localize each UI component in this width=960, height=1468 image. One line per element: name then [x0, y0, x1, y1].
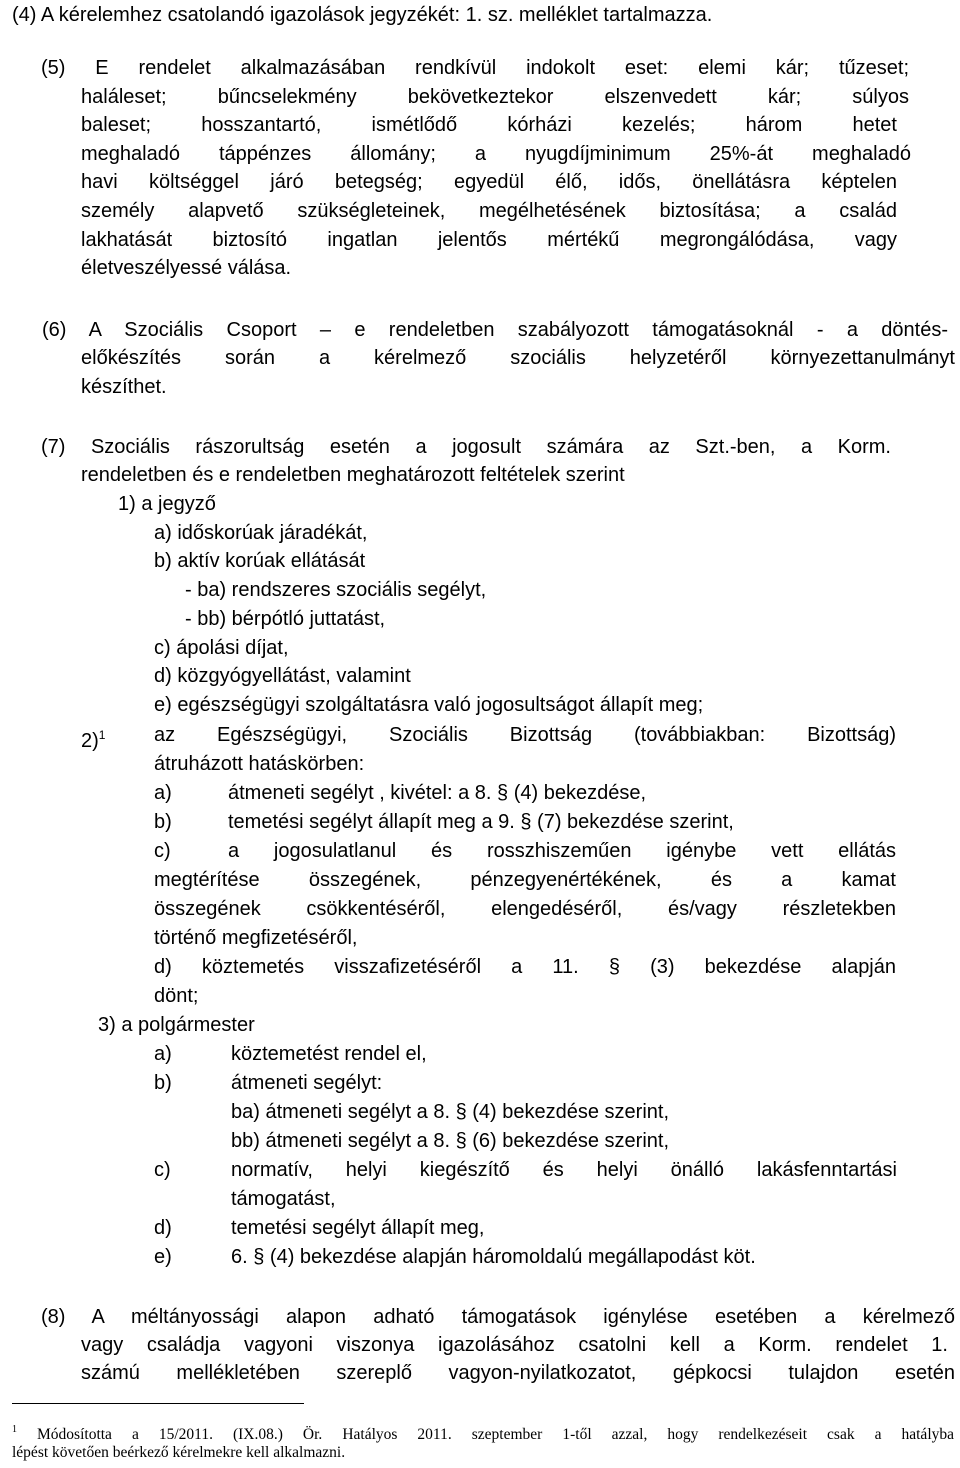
- list-item-label: e): [154, 1246, 172, 1268]
- list-item: temetési segélyt állapít meg,: [231, 1217, 485, 1239]
- footnote-line: lépést követően beérkező kérelmekre kell alkalmazni.: [12, 1444, 346, 1461]
- list-heading: 1) a jegyző: [118, 493, 216, 515]
- paragraph-6-line: (6) A Szociális Csoport – e rendeletben szabályozott támogatásoknál - a döntés-: [42, 319, 948, 341]
- paragraph-6-line: készíthet.: [81, 376, 167, 398]
- footnote-text: Módosította a 15/2011. (IX.08.) Ör. Hatályos 2011. szeptember 1-től azzal, hogy rendelkezéseit csak a hatályba: [17, 1426, 954, 1443]
- paragraph-5-line: baleset; hosszantartó, ismétlődő kórházi kezelés; három hetet: [81, 114, 897, 136]
- paragraph-4: (4) A kérelemhez csatolandó igazolások jegyzékét: 1. sz. melléklet tartalmazza.: [12, 4, 713, 26]
- list-item: - ba) rendszeres szociális segélyt,: [185, 579, 487, 601]
- paragraph-5-line: életveszélyessé válása.: [81, 257, 292, 279]
- list-item: e) egészségügyi szolgáltatásra való jogosultságot állapít meg;: [154, 694, 704, 716]
- paragraph-5-line: havi költséggel járó betegség; egyedül élő, idős, önellátásra képtelen: [81, 171, 897, 193]
- list-item-label: d): [154, 1217, 172, 1239]
- list-item-label: a): [154, 782, 172, 804]
- paragraph-5-line: személy alapvető szükségleteinek, megélhetésének biztosítása; a család: [81, 200, 897, 222]
- list-item-label: b): [154, 1072, 172, 1094]
- list-item: átmeneti segélyt:: [231, 1072, 383, 1094]
- list-item: átmeneti segélyt , kivétel: a 8. § (4) bekezdése,: [228, 782, 646, 804]
- list-item-label: c): [154, 1159, 171, 1181]
- footnote-reference: 1: [98, 728, 106, 742]
- list-number-label: 2): [81, 730, 99, 752]
- list-item: bb) átmeneti segélyt a 8. § (6) bekezdése szerint,: [231, 1130, 670, 1152]
- list-item: dönt;: [154, 985, 199, 1007]
- list-item: megtérítése összegének, pénzegyenértékének, és a kamat: [154, 869, 896, 891]
- list-item: ba) átmeneti segélyt a 8. § (4) bekezdése szerint,: [231, 1101, 670, 1123]
- paragraph-8-line: (8) A méltányossági alapon adható támogatások igénylése esetében a kérelmező: [41, 1306, 955, 1328]
- paragraph-6-line: előkészítés során a kérelmező szociális helyzetéről környezettanulmányt: [81, 347, 955, 369]
- list-item: - bb) bérpótló juttatást,: [185, 608, 386, 630]
- paragraph-8-line: számú mellékletében szereplő vagyon-nyilatkozatot, gépkocsi tulajdon esetén: [81, 1362, 955, 1384]
- list-heading: az Egészségügyi, Szociális Bizottság (továbbiakban: Bizottság): [154, 724, 896, 746]
- paragraph-5-line: meghaladó táppénzes állomány; a nyugdíjminimum 25%-át meghaladó: [81, 143, 911, 165]
- paragraph-5-line: haláleset; bűncselekmény bekövetkeztekor elszenvedett kár; súlyos: [81, 86, 909, 108]
- list-heading: 3) a polgármester: [98, 1014, 255, 1036]
- list-item: támogatást,: [231, 1188, 336, 1210]
- paragraph-5-line: (5) E rendelet alkalmazásában rendkívül indokolt eset: elemi kár; tűzeset;: [41, 57, 909, 79]
- list-item: köztemetést rendel el,: [231, 1043, 427, 1065]
- list-item-label: b): [154, 811, 172, 833]
- paragraph-5-line: lakhatását biztosító ingatlan jelentős mértékű megrongálódása, vagy: [81, 229, 897, 251]
- list-item: a jogosulatlanul és rosszhiszeműen igénybe vett ellátás: [228, 840, 896, 862]
- footnote-line: [12, 1420, 954, 1445]
- list-item-label: c): [154, 840, 171, 862]
- footnote-number: 1: [12, 1424, 17, 1435]
- paragraph-8-line: vagy családja vagyoni viszonya igazolásához csatolni kell a Korm. rendelet 1.: [81, 1334, 948, 1356]
- paragraph-7-line: (7) Szociális rászorultság esetén a jogosult számára az Szt.-ben, a Korm.: [41, 436, 891, 458]
- paragraph-7-line: rendeletben és e rendeletben meghatározott feltételek szerint: [81, 464, 625, 486]
- list-item: d) köztemetés visszafizetéséről a 11. § (3) bekezdése alapján: [154, 956, 896, 978]
- list-item: 6. § (4) bekezdése alapján háromoldalú megállapodást köt.: [231, 1246, 756, 1268]
- list-item: c) ápolási díjat,: [154, 637, 289, 659]
- footnote-divider: [12, 1403, 304, 1404]
- list-number: [81, 723, 105, 753]
- list-heading: átruházott hatáskörben:: [154, 753, 365, 775]
- list-item: d) közgyógyellátást, valamint: [154, 665, 411, 687]
- list-item: b) aktív korúak ellátását: [154, 550, 366, 572]
- list-item: összegének csökkentéséről, elengedéséről, és/vagy részletekben: [154, 898, 896, 920]
- list-item: a) időskorúak járadékát,: [154, 522, 368, 544]
- list-item: normatív, helyi kiegészítő és helyi önálló lakásfenntartási: [231, 1159, 897, 1181]
- list-item: történő megfizetéséről,: [154, 927, 358, 949]
- list-item: temetési segélyt állapít meg a 9. § (7) bekezdése szerint,: [228, 811, 734, 833]
- list-item-label: a): [154, 1043, 172, 1065]
